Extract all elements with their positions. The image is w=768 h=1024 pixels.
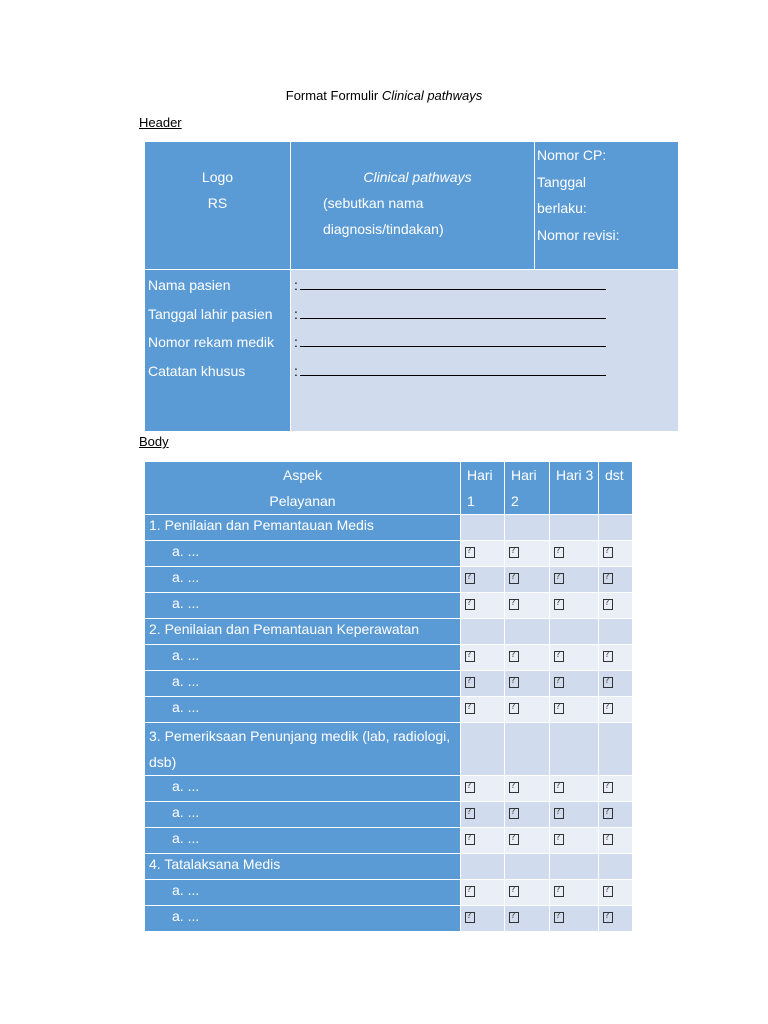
aspek-header [145,462,461,515]
item-row [145,776,633,802]
checkbox-icon[interactable] [603,912,613,923]
day-checkbox-cell [550,828,599,854]
day-checkbox-cell [599,593,633,619]
underline [300,304,606,319]
item-row [145,828,633,854]
item-label: a. ... [145,567,461,593]
item-row [145,593,633,619]
patient-name-label: Nama pasien [148,277,231,293]
checkbox-icon[interactable] [465,677,475,688]
item-label: a. ... [145,880,461,906]
patient-name-field[interactable] [294,273,678,302]
checkbox-icon[interactable] [509,651,519,662]
checkbox-icon[interactable] [465,573,475,584]
nomor-revisi-label: Nomor revisi: [537,226,620,243]
patient-dob-field[interactable] [294,302,678,331]
day-checkbox-cell [461,567,505,593]
cp-subtitle-line1: (sebutkan nama [323,195,424,211]
day-checkbox-cell [461,906,505,932]
checkbox-icon[interactable] [554,677,564,688]
patient-labels-cell [145,270,291,432]
body-table [144,461,633,932]
checkbox-icon[interactable] [603,808,613,819]
item-row [145,906,633,932]
item-label: a. ... [145,802,461,828]
checkbox-icon[interactable] [509,677,519,688]
day-checkbox-cell [550,802,599,828]
checkbox-icon[interactable] [509,834,519,845]
body-section-label: Body [139,434,169,449]
section-row [145,515,633,541]
item-row [145,802,633,828]
section-day-cell [599,619,633,645]
section-day-cell [550,723,599,776]
day-checkbox-cell [505,828,550,854]
day-checkbox-cell [550,671,599,697]
day-checkbox-cell [461,593,505,619]
day-checkbox-cell [505,906,550,932]
section-day-cell [461,723,505,776]
checkbox-icon[interactable] [465,886,475,897]
hari2-line2: 2 [511,493,519,509]
underline [300,361,606,376]
logo-line1: Logo [201,169,234,185]
day-checkbox-cell [505,593,550,619]
colon: : [294,334,298,350]
hari3-header: Hari 3 [550,462,599,515]
day-checkbox-cell [461,541,505,567]
checkbox-icon[interactable] [603,834,613,845]
header-section-label: Header [139,115,182,130]
hari1-line2: 1 [467,493,475,509]
day-checkbox-cell [550,567,599,593]
checkbox-icon[interactable] [509,912,519,923]
day-checkbox-cell [599,906,633,932]
section-title [145,723,461,776]
day-checkbox-cell [550,906,599,932]
checkbox-icon[interactable] [465,782,475,793]
checkbox-icon[interactable] [554,651,564,662]
underline [300,332,606,347]
checkbox-icon[interactable] [465,808,475,819]
day-checkbox-cell [505,880,550,906]
section-day-cell [461,515,505,541]
checkbox-icon[interactable] [465,651,475,662]
section-title: 4. Tatalaksana Medis [145,854,461,880]
day-checkbox-cell [550,697,599,723]
day-checkbox-cell [550,880,599,906]
checkbox-icon[interactable] [509,599,519,610]
section-day-cell [505,854,550,880]
day-checkbox-cell [505,671,550,697]
section-row [145,619,633,645]
patient-fields-cell [291,270,679,432]
special-notes-label: Catatan khusus [148,362,246,379]
clinical-pathways-title: Clinical pathways [363,169,472,185]
checkbox-icon[interactable] [603,599,613,610]
hari2-header [505,462,550,515]
medical-record-field[interactable] [294,330,678,359]
day-checkbox-cell [505,541,550,567]
day-checkbox-cell [550,645,599,671]
medical-record-label: Nomor rekam medik [148,334,275,350]
day-checkbox-cell [461,776,505,802]
item-row [145,697,633,723]
day-checkbox-cell [461,645,505,671]
section-title-line1: 3. Pemeriksaan Penunjang medik (lab, radiologi, [149,728,451,744]
item-label: a. ... [145,671,461,697]
aspek-header-line2: Pelayanan [269,493,336,509]
nomor-cp-cell [535,142,679,270]
berlaku-label: berlaku: [537,200,587,216]
section-day-cell [550,854,599,880]
item-label: a. ... [145,541,461,567]
day-checkbox-cell [599,567,633,593]
section-day-cell [550,515,599,541]
nomor-cp-label: Nomor CP: [537,147,607,163]
special-notes-field[interactable] [294,359,678,388]
day-checkbox-cell [461,671,505,697]
section-day-cell [461,854,505,880]
item-label: a. ... [145,906,461,932]
item-row [145,541,633,567]
logo-cell [145,142,291,270]
day-checkbox-cell [599,671,633,697]
colon: : [294,277,298,293]
checkbox-icon[interactable] [554,703,564,714]
item-label: a. ... [145,697,461,723]
checkbox-icon[interactable] [554,547,564,558]
day-checkbox-cell [599,541,633,567]
day-checkbox-cell [505,645,550,671]
aspek-header-line1: Aspek [283,467,322,483]
section-row [145,723,633,776]
day-checkbox-cell [599,802,633,828]
day-checkbox-cell [599,880,633,906]
section-day-cell [599,723,633,776]
dst-header: dst [599,462,633,515]
item-row [145,645,633,671]
header-table [144,141,679,432]
day-checkbox-cell [505,567,550,593]
checkbox-icon[interactable] [465,703,475,714]
tanggal-label: Tanggal [537,173,587,190]
clinical-pathways-cell [291,142,535,270]
checkbox-icon[interactable] [603,703,613,714]
hari1-line1: Hari [467,467,493,483]
item-row [145,567,633,593]
section-day-cell [505,723,550,776]
section-day-cell [599,854,633,880]
page-title [0,88,768,103]
item-label: a. ... [145,593,461,619]
day-checkbox-cell [505,697,550,723]
logo-line2: RS [207,195,228,211]
section-row [145,854,633,880]
patient-dob-label: Tanggal lahir pasien [148,305,273,322]
checkbox-icon[interactable] [465,834,475,845]
item-row [145,671,633,697]
day-checkbox-cell [461,697,505,723]
page-title-italic: Clinical pathways [381,88,483,103]
item-label: a. ... [145,776,461,802]
day-checkbox-cell [461,880,505,906]
day-checkbox-cell [599,828,633,854]
day-checkbox-cell [550,593,599,619]
checkbox-icon[interactable] [554,573,564,584]
checkbox-icon[interactable] [603,782,613,793]
day-checkbox-cell [505,776,550,802]
checkbox-icon[interactable] [554,782,564,793]
checkbox-icon[interactable] [465,599,475,610]
underline [300,275,606,290]
day-checkbox-cell [599,776,633,802]
item-label: a. ... [145,828,461,854]
day-checkbox-cell [599,645,633,671]
checkbox-icon[interactable] [603,886,613,897]
colon: : [294,362,298,379]
day-checkbox-cell [599,697,633,723]
section-day-cell [505,619,550,645]
checkbox-icon[interactable] [554,599,564,610]
page-title-prefix: Format Formulir [285,88,382,103]
day-checkbox-cell [505,802,550,828]
checkbox-icon[interactable] [554,834,564,845]
checkbox-icon[interactable] [465,912,475,923]
checkbox-icon[interactable] [603,651,613,662]
checkbox-icon[interactable] [603,547,613,558]
checkbox-icon[interactable] [603,573,613,584]
checkbox-icon[interactable] [554,808,564,819]
day-checkbox-cell [550,776,599,802]
item-label: a. ... [145,645,461,671]
section-title: 1. Penilaian dan Pemantauan Medis [145,515,461,541]
checkbox-icon[interactable] [554,912,564,923]
section-day-cell [550,619,599,645]
day-checkbox-cell [461,802,505,828]
colon: : [294,305,298,322]
checkbox-icon[interactable] [603,677,613,688]
hari2-line1: Hari [511,467,537,483]
section-title: 2. Penilaian dan Pemantauan Keperawatan [145,619,461,645]
checkbox-icon[interactable] [509,886,519,897]
hari1-header [461,462,505,515]
section-day-cell [461,619,505,645]
checkbox-icon[interactable] [509,547,519,558]
checkbox-icon[interactable] [509,808,519,819]
checkbox-icon[interactable] [509,703,519,714]
checkbox-icon[interactable] [554,886,564,897]
day-checkbox-cell [550,541,599,567]
section-day-cell [599,515,633,541]
checkbox-icon[interactable] [509,782,519,793]
section-day-cell [505,515,550,541]
item-row [145,880,633,906]
checkbox-icon[interactable] [465,547,475,558]
cp-subtitle-line2: diagnosis/tindakan) [323,221,444,237]
checkbox-icon[interactable] [509,573,519,584]
section-title-line2: dsb) [149,754,177,770]
day-checkbox-cell [461,828,505,854]
